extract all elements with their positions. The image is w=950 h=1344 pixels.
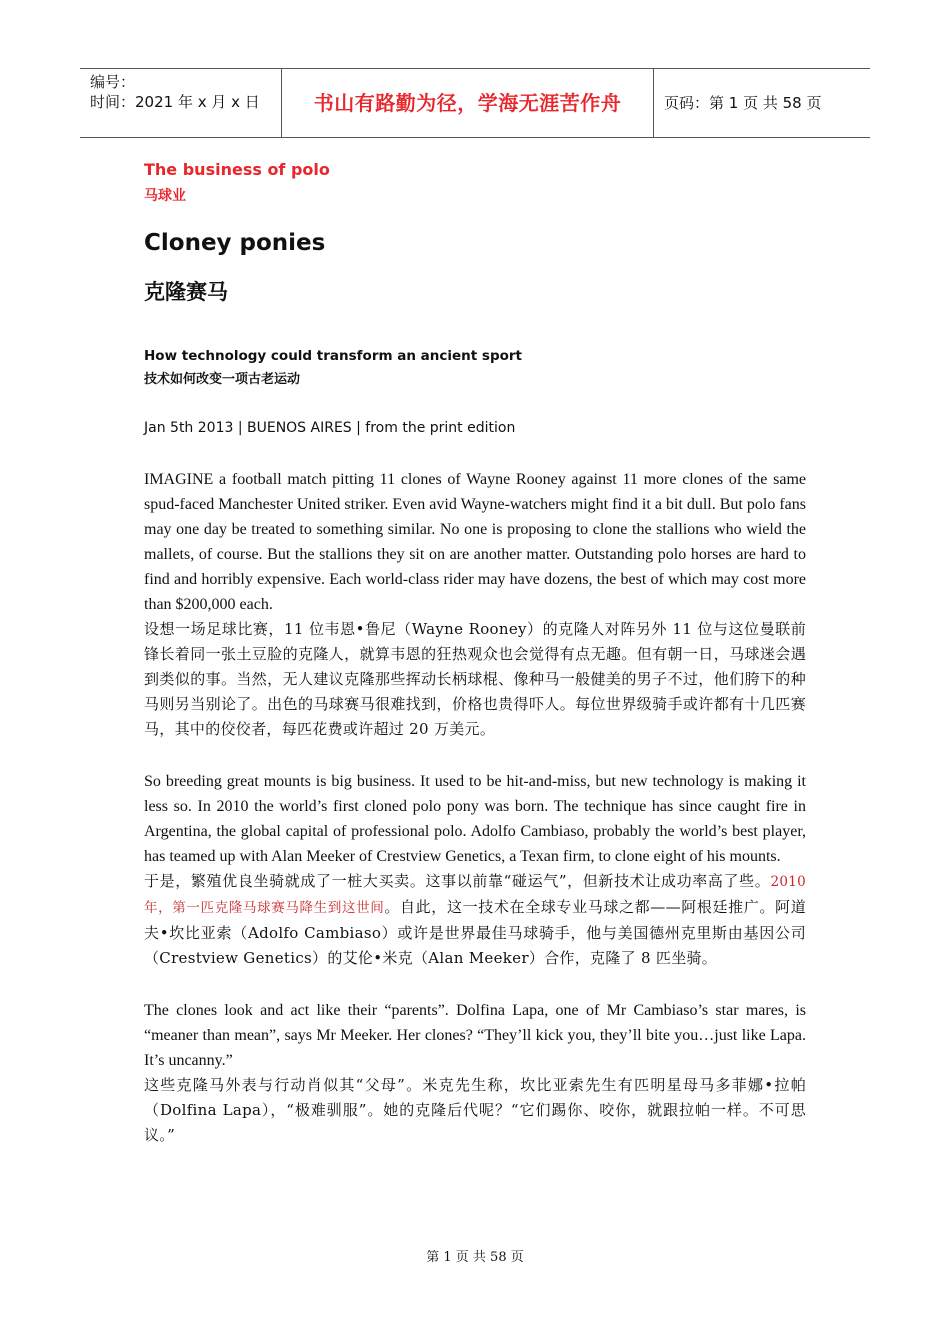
number-label: 编号： [90,73,136,91]
section-title-zh: 马球业 [144,188,186,204]
paragraph-2 [144,769,806,971]
paragraph-2-en: So breeding great mounts is big business. It used to be hit-and-miss, but new technology is making it less so. In 2010 the world’s first cloned polo pony was born. The technique has since caught fire in Argentina, the global capital of professional polo. Adolfo Cambiaso, probably the world’s best player, has teamed up with Alan Meeker of Crestview Genetics, a Texan firm, to clone eight of his mounts. [144,773,806,865]
paragraph-2-zh-part-a: 于是，繁殖优良坐骑就成了一桩大买卖。这事以前靠“碰运气”，但新技术让成功率高了些。 [144,872,771,890]
header-page-label: 页码：第 1 页 共 58 页 [664,94,822,112]
section-title-en: The business of polo [144,160,330,179]
paragraph-1 [144,467,806,742]
paragraph-1-en: IMAGINE a football match pitting 11 clones of Wayne Rooney against 11 more clones of the same spud-faced Manchester United striker. Even avid Wayne-watchers might find it a bit dull. But polo fans may one day be treated to something similar. No one is proposing to clone the stallions who wield the mallets, of course. But the stallions they sit on are another matter. Outstanding polo horses are hard to find and horribly expensive. Each world-class rider may have dozens, the best of which may cost more than $200,000 each. [144,471,806,613]
article-title-en: Cloney ponies [144,230,326,256]
paragraph-3 [144,998,806,1148]
paragraph-2-zh-part-b: 。自此，这一技术在全球专业马球之都——阿根廷推广。阿道夫•坎比亚索（Adolfo Cambiaso）或许是世界最佳马球骑手，他与美国德州克里斯由基因公司（Crestview Genetics）的艾伦•米克（Alan Meeker）合作，克隆了 8 匹坐骑。 [144,898,806,967]
highlighted-text: 2010 年，第一匹克隆马球赛马降生到这世间 [144,874,806,916]
header-info-cell [80,69,281,137]
header-motto: 书山有路勤为径，学海无涯苦作舟 [281,69,654,137]
article-subtitle-en: How technology could transform an ancient sport [144,348,523,364]
paragraph-2-zh [144,869,806,971]
document-header [80,68,870,138]
paragraph-3-en: The clones look and act like their “parents”. Dolfina Lapa, one of Mr Cambiaso’s star mares, is “meaner than mean”, says Mr Meeker. Her clones? “They’ll kick you, they’ll bite you…just like Lapa. It’s uncanny.” [144,1002,806,1069]
article-body [144,158,806,1148]
article-title-zh: 克隆赛马 [144,280,228,304]
page-footer: 第 1 页 共 58 页 [426,1250,524,1265]
dateline: Jan 5th 2013 | BUENOS AIRES | from the print edition [144,420,516,436]
paragraph-3-zh: 这些克隆马外表与行动肖似其“父母”。米克先生称，坎比亚索先生有匹明星母马多菲娜•拉帕（Dolfina Lapa），“极难驯服”。她的克隆后代呢？“它们踢你、咬你，就跟拉帕一样。不可思议。” [144,1076,806,1144]
article-subtitle-zh: 技术如何改变一项古老运动 [144,372,301,387]
time-label: 时间：2021 年 x 月 x 日 [90,93,260,111]
paragraph-1-zh: 设想一场足球比赛，11 位韦恩•鲁尼（Wayne Rooney）的克隆人对阵另外 11 位与这位曼联前锋长着同一张土豆脸的克隆人，就算韦恩的狂热观众也会觉得有点无趣。但有朝一日，马球迷会遇到类似的事。当然，无人建议克隆那些挥动长柄球棍、像种马一般健美的男子不过，他们胯下的种马则另当别论了。出色的马球赛马很难找到，价格也贵得吓人。每位世界级骑手或许都有十几匹赛马，其中的佼佼者，每匹花费或许超过 20 万美元。 [144,620,806,738]
